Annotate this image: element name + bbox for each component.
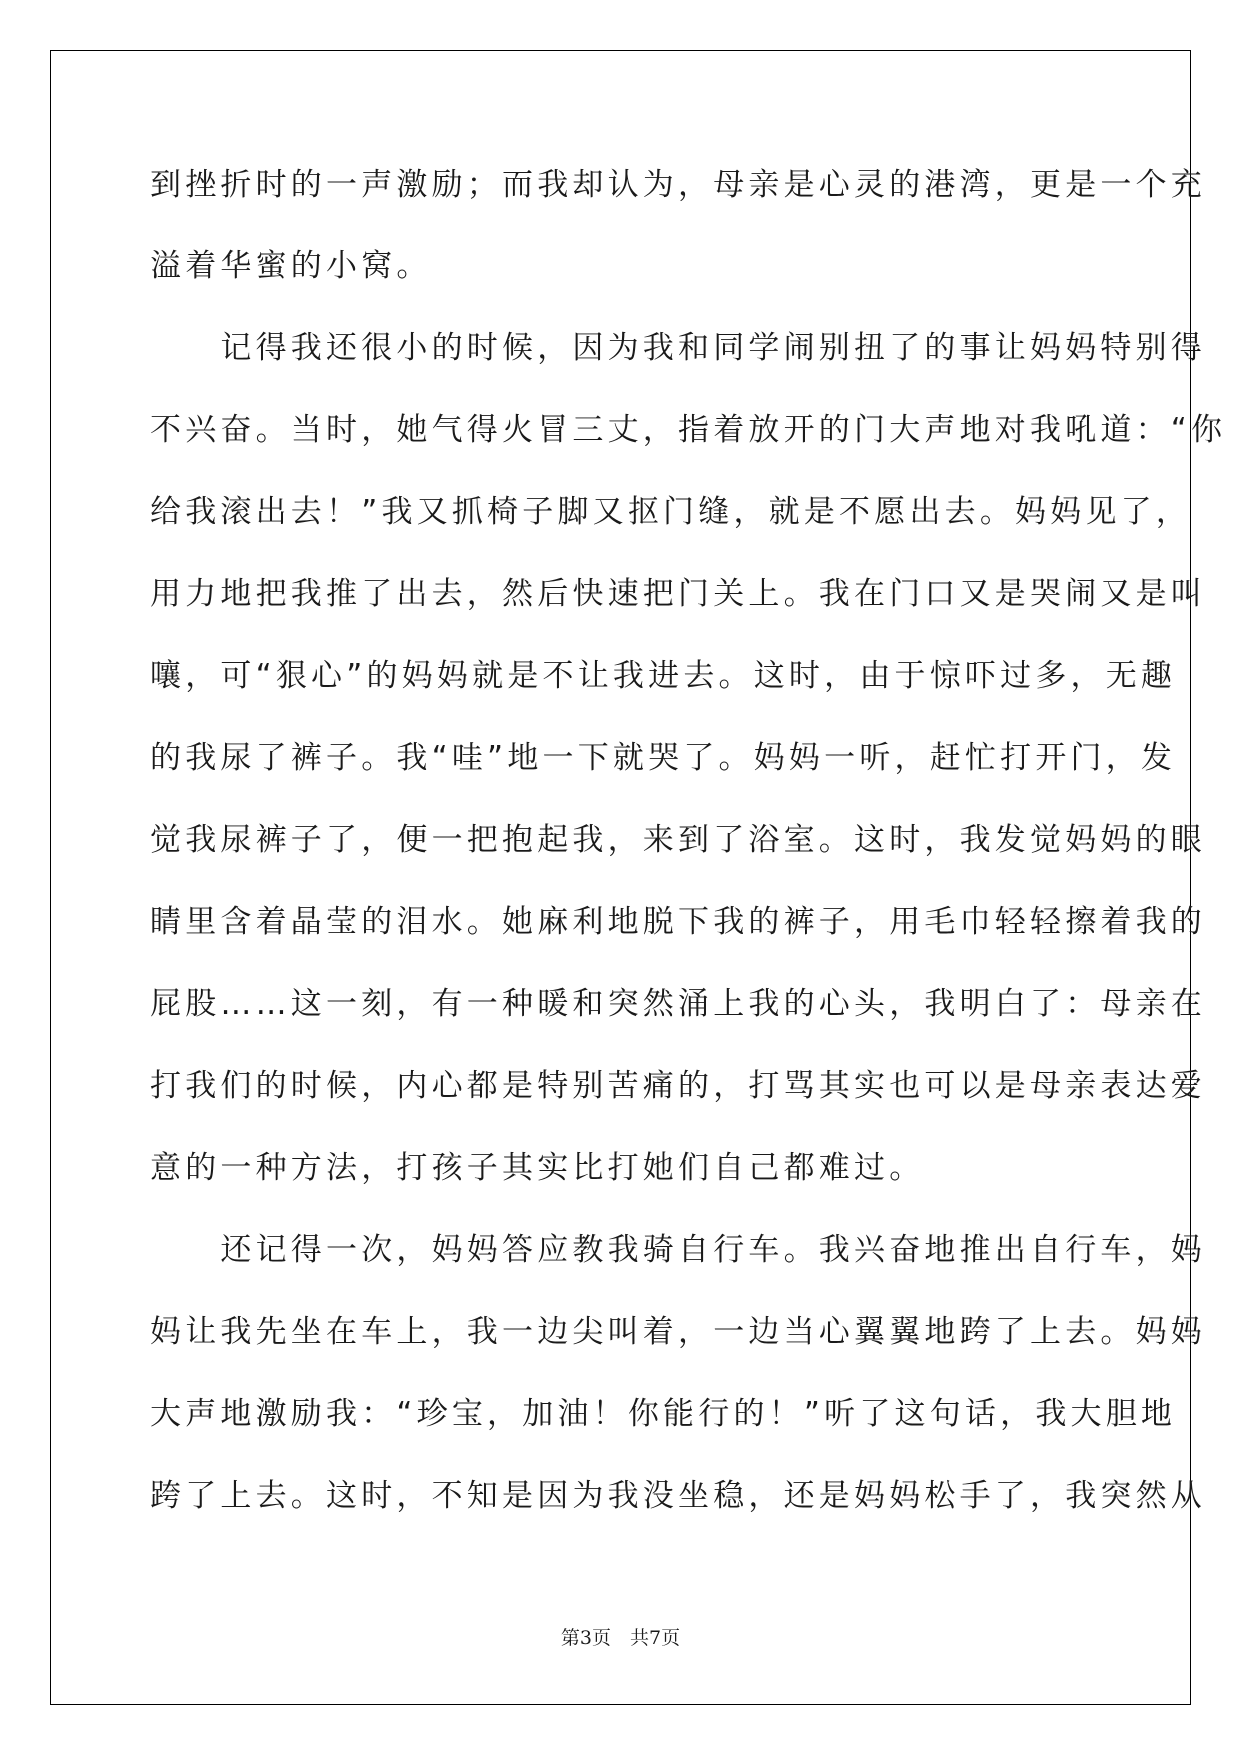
text-line: 屁股……这一刻，有一种暖和突然涌上我的心头，我明白了：母亲在 [150, 986, 1206, 1022]
text-line: 还记得一次，妈妈答应教我骑自行车。我兴奋地推出自行车，妈 [150, 1232, 1206, 1268]
text-line: 嚷，可“狠心”的妈妈就是不让我进去。这时，由于惊吓过多，无趣 [150, 658, 1177, 694]
text-line: 跨了上去。这时，不知是因为我没坐稳，还是妈妈松手了，我突然从 [150, 1478, 1206, 1514]
text-line: 打我们的时候，内心都是特别苦痛的，打骂其实也可以是母亲表达爱 [150, 1068, 1206, 1104]
text-line: 不兴奋。当时，她气得火冒三丈，指着放开的门大声地对我吼道：“你 [150, 412, 1227, 448]
text-line: 妈让我先坐在车上，我一边尖叫着，一边当心翼翼地跨了上去。妈妈 [150, 1314, 1206, 1350]
text-line: 记得我还很小的时候，因为我和同学闹别扭了的事让妈妈特别得 [150, 330, 1206, 366]
text-line: 觉我尿裤子了，便一把抱起我，来到了浴室。这时，我发觉妈妈的眼 [150, 822, 1206, 858]
text-line: 用力地把我推了出去，然后快速把门关上。我在门口又是哭闹又是叫 [150, 576, 1206, 612]
page-number-footer: 第3页 共7页 [560, 1627, 681, 1649]
text-line: 睛里含着晶莹的泪水。她麻利地脱下我的裤子，用毛巾轻轻擦着我的 [150, 904, 1206, 940]
page-border [50, 50, 1191, 1705]
text-line: 给我滚出去！”我又抓椅子脚又抠门缝，就是不愿出去。妈妈见了， [150, 494, 1192, 530]
text-line: 到挫折时的一声激励；而我却认为，母亲是心灵的港湾，更是一个充 [150, 167, 1206, 203]
text-line: 意的一种方法，打孩子其实比打她们自己都难过。 [150, 1150, 925, 1186]
text-line: 大声地激励我：“珍宝，加油！你能行的！”听了这句话，我大胆地 [150, 1396, 1177, 1432]
text-line: 的我尿了裤子。我“哇”地一下就哭了。妈妈一听，赶忙打开门，发 [150, 740, 1177, 776]
text-line: 溢着华蜜的小窝。 [150, 248, 432, 284]
